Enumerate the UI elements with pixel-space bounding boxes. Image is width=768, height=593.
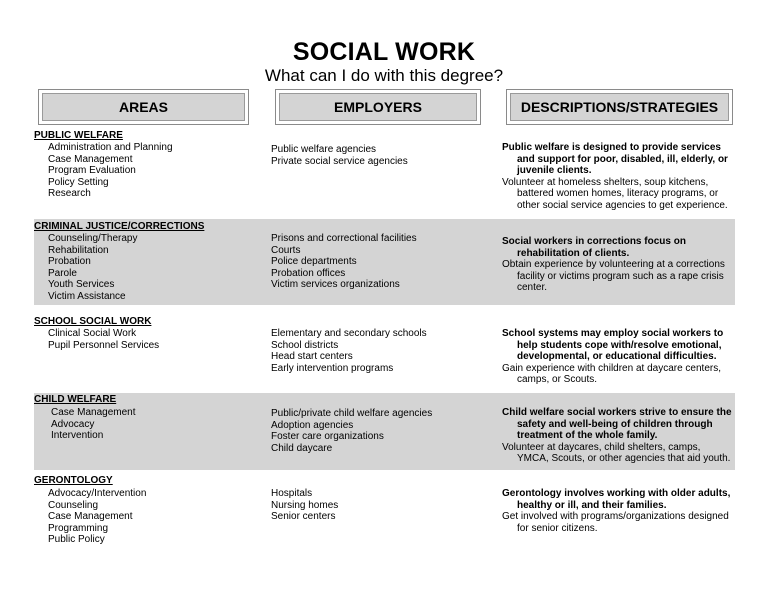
employer-item: Nursing homes xyxy=(271,499,339,511)
area-item: Victim Assistance xyxy=(48,290,126,302)
description-strategy: Obtain experience by volunteering at a corrections facility or victims program such as a rape crisis center. xyxy=(502,259,725,294)
area-item: Research xyxy=(48,188,91,200)
description-public-welfare xyxy=(502,142,734,212)
areas-list-child-welfare xyxy=(51,407,136,442)
area-item: Parole xyxy=(48,267,77,279)
section-title-gerontology: GERONTOLOGY xyxy=(34,475,113,486)
section-title-public-welfare: PUBLIC WELFARE xyxy=(34,130,123,141)
areas-list-public-welfare xyxy=(48,142,173,200)
area-item: Case Management xyxy=(51,407,136,418)
employer-item: Early intervention programs xyxy=(271,362,394,374)
employers-list-school-social-work xyxy=(271,328,427,374)
employer-item: Public/private child welfare agencies xyxy=(271,408,433,419)
description-child-welfare xyxy=(502,407,734,465)
description-criminal-justice xyxy=(502,236,734,294)
section-title-child-welfare: CHILD WELFARE xyxy=(34,394,117,405)
description-school-social-work xyxy=(502,328,734,386)
employer-item: Public welfare agencies xyxy=(271,144,377,155)
employer-item: Adoption agencies xyxy=(271,419,354,431)
area-item: Counseling xyxy=(48,499,99,511)
areas-list-criminal-justice xyxy=(48,233,138,303)
employer-item: Courts xyxy=(271,244,301,256)
description-strategy: Get involved with programs/organizations designed for senior citizens. xyxy=(502,511,729,534)
employer-item: Child daycare xyxy=(271,442,333,454)
area-item: Case Management xyxy=(48,511,133,523)
employer-item: Foster care organizations xyxy=(271,431,384,443)
employer-item: Police departments xyxy=(271,256,357,268)
employer-item: Private social service agencies xyxy=(271,155,408,167)
area-item: Programming xyxy=(48,522,109,534)
page-subtitle: What can I do with this degree? xyxy=(264,66,504,85)
area-item: Probation xyxy=(48,256,91,268)
description-strategy: Volunteer at homeless shelters, soup kitchens, battered women homes, literacy programs, or other social service agencies to get experience. xyxy=(502,176,728,211)
employer-item: Prisons and correctional facilities xyxy=(271,233,417,244)
area-item: Administration and Planning xyxy=(48,142,173,153)
section-title-criminal-justice: CRIMINAL JUSTICE/CORRECTIONS xyxy=(34,221,205,232)
area-item: Rehabilitation xyxy=(48,244,109,256)
header-descriptions: DESCRIPTIONS/STRATEGIES xyxy=(506,89,733,125)
area-item: Advocacy xyxy=(51,418,95,430)
employer-item: Hospitals xyxy=(271,488,313,499)
areas-list-school-social-work xyxy=(48,328,159,351)
area-item: Policy Setting xyxy=(48,176,109,188)
employer-item: School districts xyxy=(271,339,339,351)
area-item: Intervention xyxy=(51,430,104,442)
description-summary: Gerontology involves working with older adults, healthy or ill, and their families. xyxy=(502,488,731,511)
employers-list-criminal-justice xyxy=(271,233,417,291)
description-summary: Child welfare social workers strive to ensure the safety and well-being of children through treatment of the whole family. xyxy=(502,407,732,442)
page-title: SOCIAL WORK xyxy=(292,38,476,66)
employer-item: Probation offices xyxy=(271,267,346,279)
employers-list-gerontology xyxy=(271,488,338,523)
area-item: Counseling/Therapy xyxy=(48,233,138,244)
employers-list-child-welfare xyxy=(271,408,432,454)
description-gerontology xyxy=(502,488,734,534)
header-employers: EMPLOYERS xyxy=(275,89,481,125)
areas-list-gerontology xyxy=(48,488,146,546)
area-item: Advocacy/Intervention xyxy=(48,488,147,499)
description-summary: School systems may employ social workers to help students cope with/resolve emotional, developmental, or educational difficulties. xyxy=(502,328,724,363)
section-title-school-social-work: SCHOOL SOCIAL WORK xyxy=(34,316,152,327)
area-item: Case Management xyxy=(48,153,133,165)
employer-item: Victim services organizations xyxy=(271,279,400,291)
area-item: Clinical Social Work xyxy=(48,328,137,339)
employer-item: Elementary and secondary schools xyxy=(271,328,427,339)
area-item: Public Policy xyxy=(48,534,105,546)
description-strategy: Gain experience with children at daycare centers, camps, or Scouts. xyxy=(502,362,722,386)
area-item: Youth Services xyxy=(48,279,115,291)
description-strategy: Volunteer at daycares, child shelters, camps, YMCA, Scouts, or other agencies that aid youth. xyxy=(502,441,731,465)
area-item: Pupil Personnel Services xyxy=(48,339,160,351)
employers-list-public-welfare xyxy=(271,144,408,167)
employer-item: Head start centers xyxy=(271,351,353,363)
employer-item: Senior centers xyxy=(271,511,336,523)
header-areas: AREAS xyxy=(38,89,249,125)
description-summary: Social workers in corrections focus on rehabilitation of clients. xyxy=(502,236,686,259)
description-summary: Public welfare is designed to provide services and support for poor, disabled, ill, elderly, or juvenile clients. xyxy=(502,142,728,177)
area-item: Program Evaluation xyxy=(48,165,136,177)
